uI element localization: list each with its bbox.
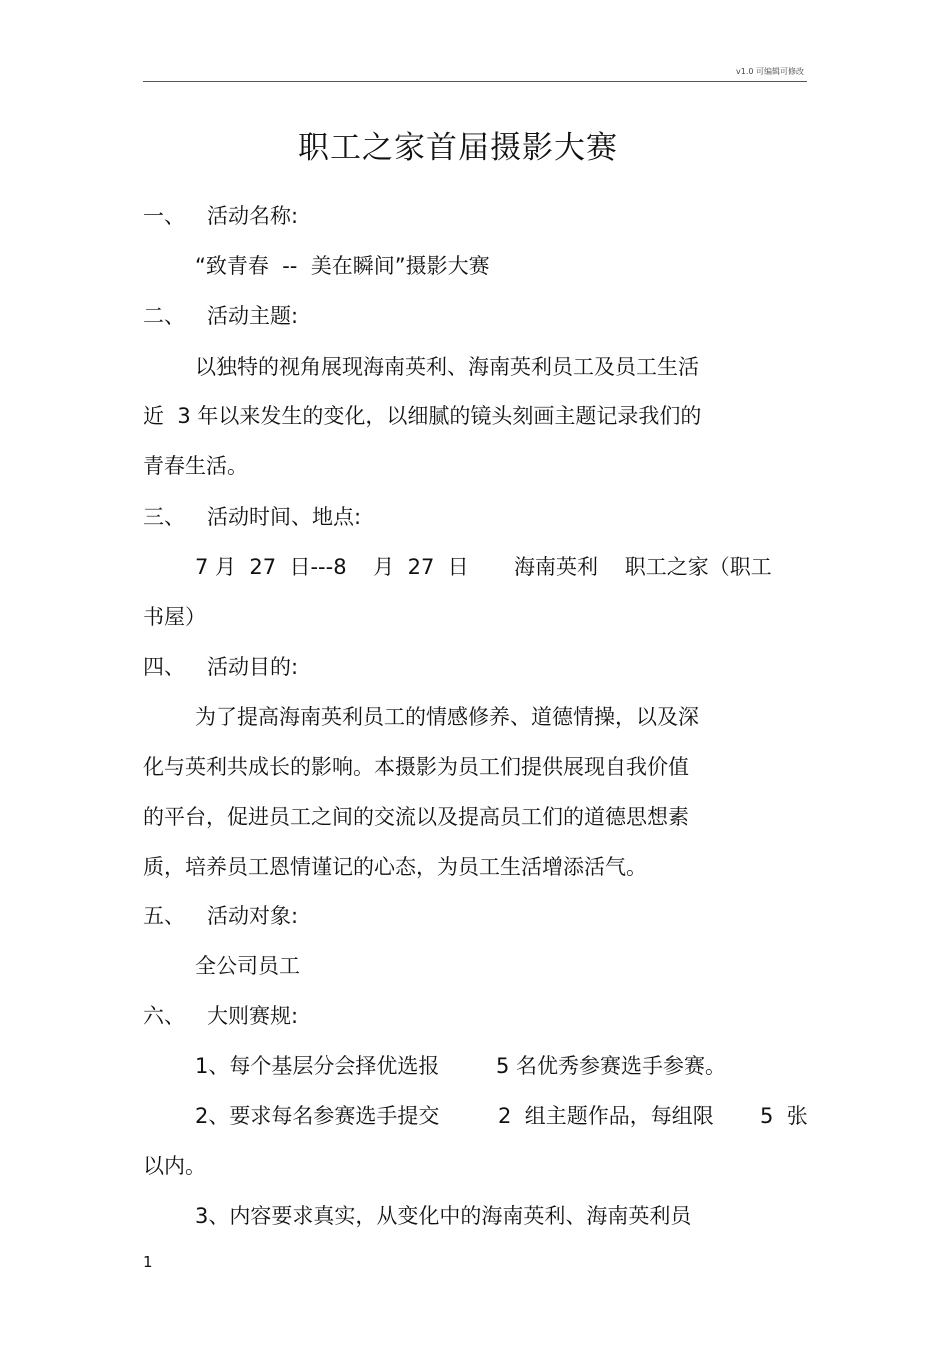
rule-item-cont: 5 名优秀参赛选手参赛。 xyxy=(496,1054,727,1078)
header-rule xyxy=(143,81,807,82)
page-number: 1 xyxy=(143,1253,153,1271)
header-note: v1.0 可编辑可修改 xyxy=(736,67,804,76)
section-number: 六、 xyxy=(143,1004,185,1028)
paragraph-line: 以内。 xyxy=(143,1154,206,1178)
section-number: 五、 xyxy=(143,904,185,928)
rule-item: 2、要求每名参赛选手提交 xyxy=(195,1104,440,1128)
paragraph-line: 质，培养员工恩情谨记的心态，为员工生活增添活气。 xyxy=(143,855,647,879)
section-heading: 活动目的: xyxy=(207,655,299,679)
rule-item: 3、内容要求真实，从变化中的海南英利、海南英利员 xyxy=(195,1204,692,1228)
page-title: 职工之家首届摄影大赛 xyxy=(298,130,618,166)
section-number: 二、 xyxy=(143,304,185,328)
paragraph-line: 化与英利共成长的影响。本摄影为员工们提供展现自我价值 xyxy=(143,755,689,779)
activity-name: “致青春 -- 美在瞬间”摄影大赛 xyxy=(195,254,490,278)
section-heading: 活动主题: xyxy=(207,304,299,328)
section-number: 四、 xyxy=(143,655,185,679)
event-place: 海南英利 职工之家（职工 xyxy=(514,555,772,579)
paragraph-line: 为了提高海南英利员工的情感修养、道德情操，以及深 xyxy=(195,705,699,729)
section-heading: 活动对象: xyxy=(207,904,299,928)
event-date: 7 月 27 日---8 月 27 日 xyxy=(195,555,469,579)
paragraph-line: 的平台，促进员工之间的交流以及提高员工们的道德思想素 xyxy=(143,805,689,829)
target-audience: 全公司员工 xyxy=(195,954,300,978)
rule-item-cont: 5 张 xyxy=(760,1104,808,1128)
paragraph-line: 以独特的视角展现海南英利、海南英利员工及员工生活 xyxy=(195,355,699,379)
section-heading: 大则赛规: xyxy=(207,1004,299,1028)
section-number: 一、 xyxy=(143,204,185,228)
rule-item-cont: 2 组主题作品，每组限 xyxy=(498,1104,714,1128)
paragraph-line: 书屋） xyxy=(143,605,206,629)
section-number: 三、 xyxy=(143,505,185,529)
paragraph-line: 青春生活。 xyxy=(143,454,248,478)
paragraph-line: 近 3 年以来发生的变化，以细腻的镜头刻画主题记录我们的 xyxy=(143,404,702,428)
rule-item: 1、每个基层分会择优选报 xyxy=(195,1054,440,1078)
section-heading: 活动名称: xyxy=(207,204,299,228)
section-heading: 活动时间、地点: xyxy=(207,505,362,529)
